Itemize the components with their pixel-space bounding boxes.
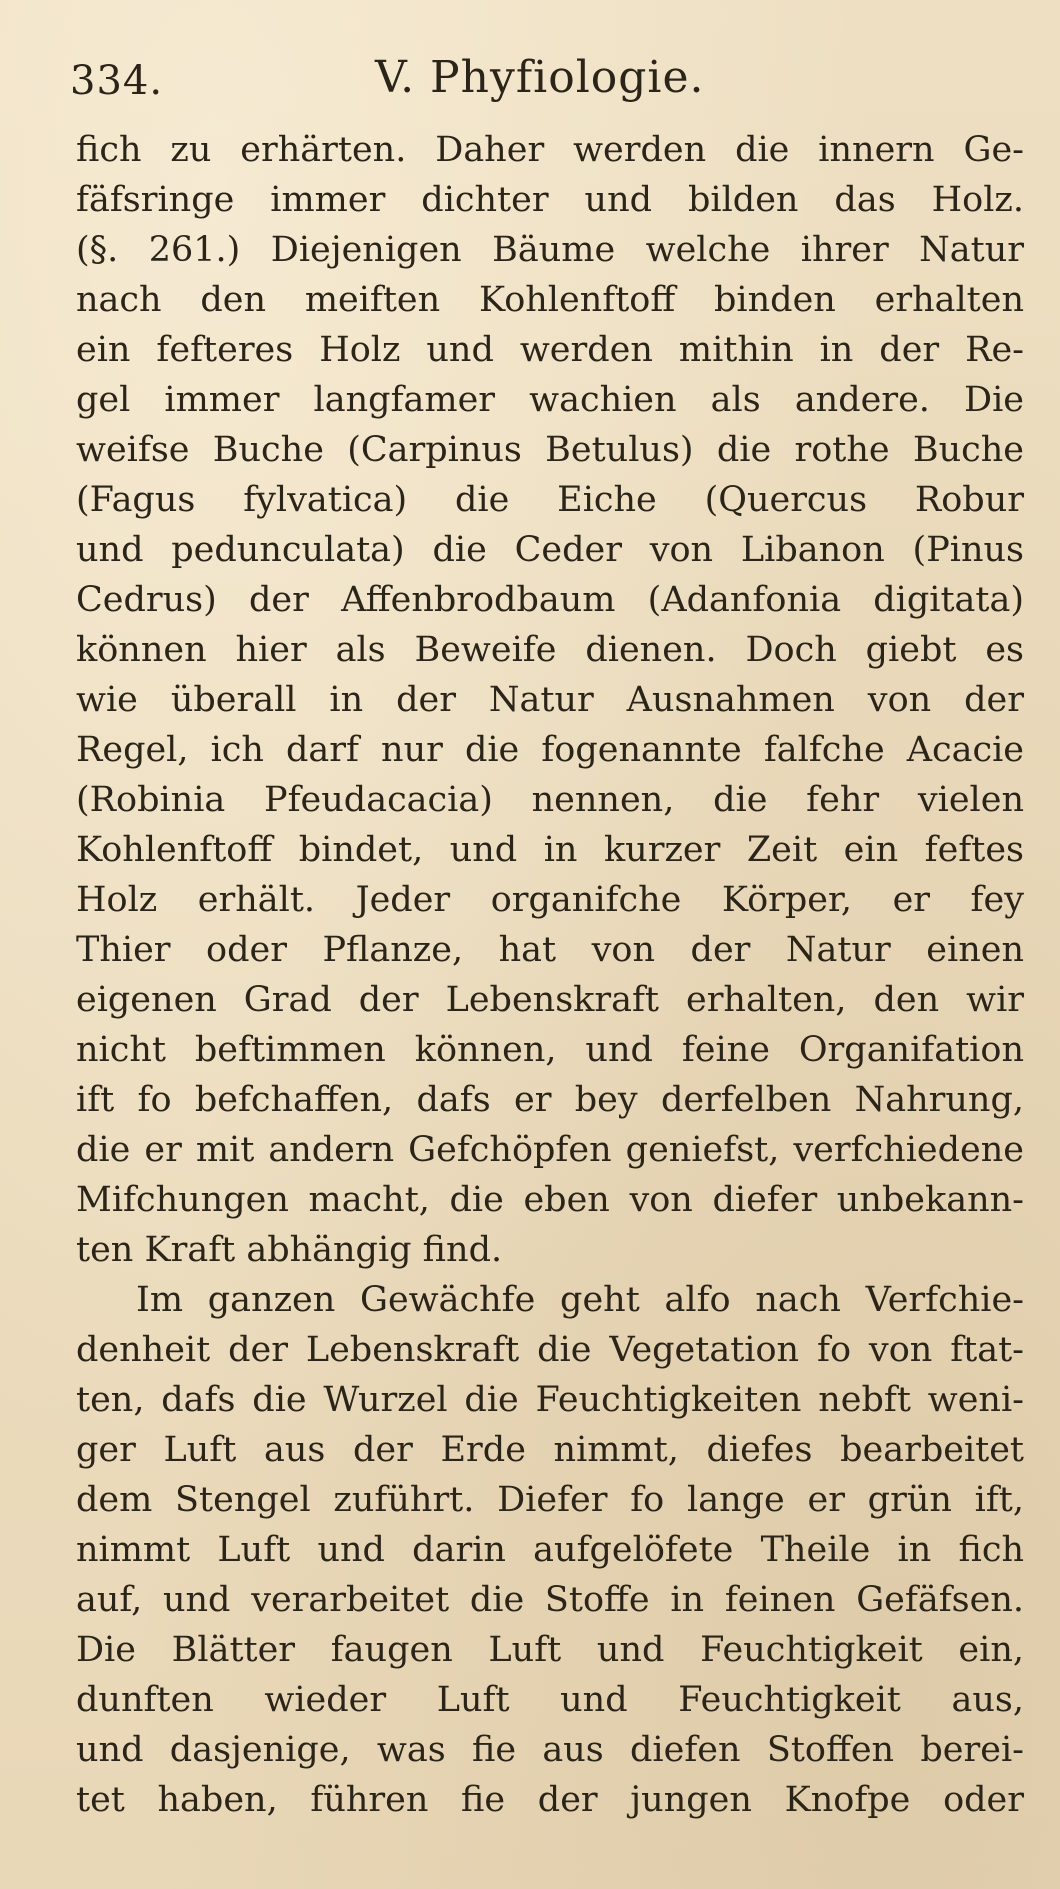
text-line: und dasjenige, was fie aus diefen Stoffen berei-: [76, 1730, 1024, 1770]
paragraph-start-line: Im ganzen Gewächfe geht alfo nach Verfchie-: [136, 1280, 1024, 1320]
page-number: 334.: [70, 58, 164, 104]
text-line: gel immer langfamer wachien als andere. Die: [76, 380, 1024, 420]
text-line: die er mit andern Gefchöpfen geniefst, verfchiedene: [76, 1130, 1024, 1170]
text-line: Thier oder Pflanze, hat von der Natur einen: [76, 930, 1024, 970]
text-line: wie überall in der Natur Ausnahmen von der: [76, 680, 1024, 720]
paragraph-end-line: ten Kraft abhängig find.: [76, 1230, 503, 1270]
text-line: eigenen Grad der Lebenskraft erhalten, den wir: [76, 980, 1024, 1020]
text-line: fäfsringe immer dichter und bilden das Holz.: [76, 180, 1024, 220]
text-line: Die Blätter faugen Luft und Feuchtigkeit ein,: [76, 1630, 1024, 1670]
text-line: auf, und verarbeitet die Stoffe in feinen Gefäfsen.: [76, 1580, 1024, 1620]
text-line: dem Stengel zuführt. Diefer fo lange er grün ift,: [76, 1480, 1024, 1520]
text-line: tet haben, führen fie der jungen Knofpe oder: [76, 1780, 1024, 1820]
text-line: und pedunculata) die Ceder von Libanon (Pinus: [76, 530, 1024, 570]
text-line: dunften wieder Luft und Feuchtigkeit aus,: [76, 1680, 1024, 1720]
text-line: ein fefteres Holz und werden mithin in der Re-: [76, 330, 1024, 370]
text-line: ger Luft aus der Erde nimmt, diefes bearbeitet: [76, 1430, 1024, 1470]
text-line: (§. 261.) Diejenigen Bäume welche ihrer Natur: [76, 230, 1024, 270]
text-line: Kohlenftoff bindet, und in kurzer Zeit ein feftes: [76, 830, 1024, 870]
text-line: nicht beftimmen können, und feine Organifation: [76, 1030, 1024, 1070]
text-line: (Fagus fylvatica) die Eiche (Quercus Robur: [76, 480, 1024, 520]
text-line: Regel, ich darf nur die fogenannte falfche Acacie: [76, 730, 1024, 770]
text-line: (Robinia Pfeudacacia) nennen, die fehr vielen: [76, 780, 1024, 820]
text-line: nimmt Luft und darin aufgelöfete Theile in fich: [76, 1530, 1024, 1570]
running-head: V. Phyfiologie.: [375, 52, 705, 103]
text-line: Holz erhält. Jeder organifche Körper, er fey: [76, 880, 1024, 920]
body-text: [76, 125, 1024, 1825]
text-line: weifse Buche (Carpinus Betulus) die rothe Buche: [76, 430, 1024, 470]
text-line: denheit der Lebenskraft die Vegetation fo von ftat-: [76, 1330, 1024, 1370]
text-line: Mifchungen macht, die eben von diefer unbekann-: [76, 1180, 1024, 1220]
text-line: ift fo befchaffen, dafs er bey derfelben Nahrung,: [76, 1080, 1024, 1120]
text-line: nach den meiften Kohlenftoff binden erhalten: [76, 280, 1024, 320]
text-line: Cedrus) der Affenbrodbaum (Adanfonia digitata): [76, 580, 1024, 620]
text-line: fich zu erhärten. Daher werden die innern Ge-: [76, 130, 1024, 170]
text-line: können hier als Beweife dienen. Doch giebt es: [76, 630, 1024, 670]
page-header: [70, 50, 1010, 120]
text-line: ten, dafs die Wurzel die Feuchtigkeiten nebft weni-: [76, 1380, 1024, 1420]
